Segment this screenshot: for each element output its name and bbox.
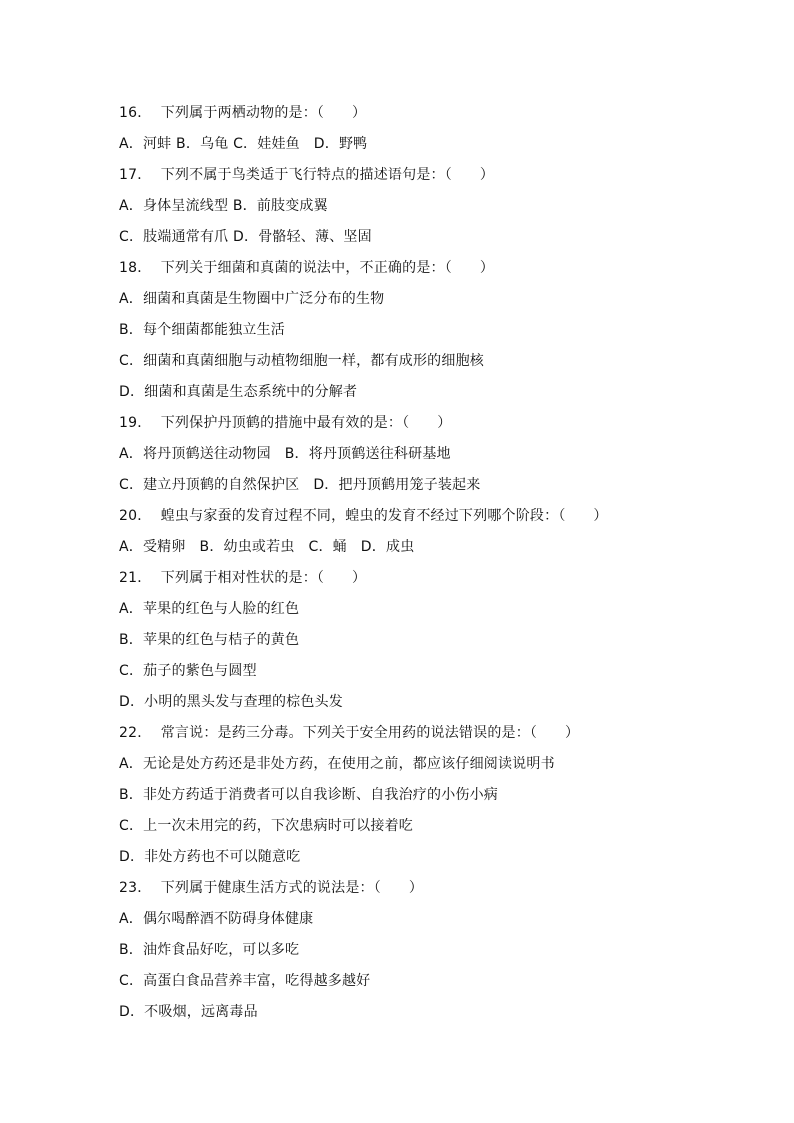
question-19-options-ab: A．将丹顶鹤送往动物园 B．将丹顶鹤送往科研基地 xyxy=(119,446,451,462)
question-21-option-b: B．苹果的红色与桔子的黄色 xyxy=(119,632,300,648)
question-20: 20． 蝗虫与家蚕的发育过程不同，蝗虫的发育不经过下列哪个阶段：（ ） xyxy=(119,508,608,524)
question-22-option-b: B．非处方药适于消费者可以自我诊断、自我治疗的小伤小病 xyxy=(119,787,499,803)
question-17-options-cd: C．肢端通常有爪 D．骨骼轻、薄、坚固 xyxy=(119,229,372,245)
question-17-options-ab: A．身体呈流线型 B．前肢变成翼 xyxy=(119,198,328,214)
question-23-option-c: C．高蛋白食品营养丰富，吃得越多越好 xyxy=(119,973,371,989)
question-19: 19． 下列保护丹顶鹤的措施中最有效的是：（ ） xyxy=(119,415,452,431)
question-16: 16． 下列属于两栖动物的是：（ ） xyxy=(119,105,367,121)
question-19-options-cd: C．建立丹顶鹤的自然保护区 D．把丹顶鹤用笼子装起来 xyxy=(119,477,481,493)
question-22-option-c: C．上一次未用完的药，下次患病时可以接着吃 xyxy=(119,818,413,834)
question-23: 23． 下列属于健康生活方式的说法是：（ ） xyxy=(119,880,424,896)
question-18-option-a: A．细菌和真菌是生物圈中广泛分布的生物 xyxy=(119,291,385,307)
question-16-options: A．河蚌 B．乌龟 C．娃娃鱼 D．野鸭 xyxy=(119,136,368,152)
question-17: 17． 下列不属于鸟类适于飞行特点的描述语句是：（ ） xyxy=(119,167,495,183)
question-20-options: A．受精卵 B．幼虫或若虫 C．蛹 D．成虫 xyxy=(119,539,415,555)
question-18-option-d: D．细菌和真菌是生态系统中的分解者 xyxy=(119,384,358,400)
question-18-option-b: B．每个细菌都能独立生活 xyxy=(119,322,286,338)
question-18: 18． 下列关于细菌和真菌的说法中，不正确的是：（ ） xyxy=(119,260,495,276)
question-list xyxy=(119,102,739,1032)
question-22: 22． 常言说：是药三分毒。下列关于安全用药的说法错误的是：（ ） xyxy=(119,725,580,741)
question-22-option-d: D．非处方药也不可以随意吃 xyxy=(119,849,301,865)
question-21-option-c: C．茄子的紫色与圆型 xyxy=(119,663,257,679)
question-23-option-a: A．偶尔喝醉酒不防碍身体健康 xyxy=(119,911,314,927)
question-21-option-d: D．小明的黑头发与查理的棕色头发 xyxy=(119,694,343,710)
question-23-option-d: D．不吸烟，远离毒品 xyxy=(119,1004,258,1020)
question-23-option-b: B．油炸食品好吃，可以多吃 xyxy=(119,942,300,958)
question-21-option-a: A．苹果的红色与人脸的红色 xyxy=(119,601,300,617)
question-21: 21． 下列属于相对性状的是：（ ） xyxy=(119,570,367,586)
question-18-option-c: C．细菌和真菌细胞与动植物细胞一样，都有成形的细胞核 xyxy=(119,353,484,369)
question-22-option-a: A．无论是处方药还是非处方药，在使用之前，都应该仔细阅读说明书 xyxy=(119,756,555,772)
